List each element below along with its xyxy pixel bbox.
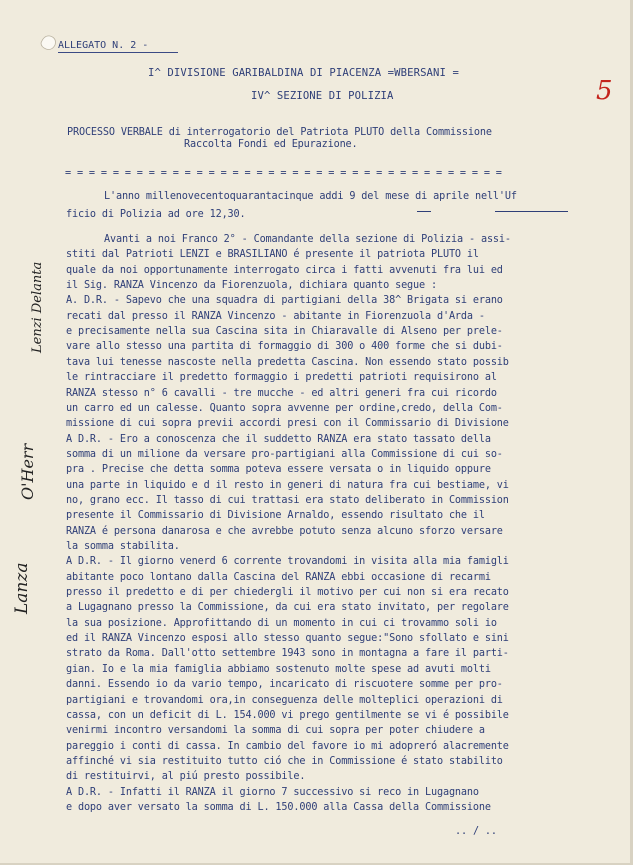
- body-line: di restituirvi, al piú presto possibile.: [66, 771, 306, 783]
- body-line: affinché vi sia restituito tutto ció che in Commissione é stato stabilito: [66, 755, 503, 767]
- body-line: e precisamente nella sua Cascina sita in Chiaravalle di Alseno per prele-: [66, 326, 503, 338]
- margin-note: Lenzi Delanta: [30, 261, 45, 353]
- body-line: abitante poco lontano dalla Cascina del RANZA ebbi occasione di recarmi: [66, 571, 491, 583]
- separator-line: = = = = = = = = = = = = = = = = = = = = = = = = = = = = = = = = = = = = =: [65, 168, 502, 179]
- body-line: A. D.R. - Sapevo che una squadra di partigiani della 38^ Brigata si erano: [66, 295, 503, 307]
- continuation-mark: .. / ..: [455, 826, 497, 837]
- body-line: pra . Precise che detta somma poteva essere versata o in liquido oppure: [66, 464, 491, 476]
- body-line: cassa, con un deficit di L. 154.000 vi prego gentilmente se vi é possibile: [66, 709, 509, 721]
- page-number-mark: 5: [596, 76, 613, 106]
- body-line: RANZA é persona danarosa e che avrebbe potuto senza alcuno sforzo versare: [66, 525, 503, 537]
- annex-label: ALLEGATO N. 2 -: [58, 40, 149, 51]
- body-line: Avanti a noi Franco 2° - Comandante della sezione di Polizia - assi-: [104, 234, 511, 245]
- body-line: stiti dal Patrioti LENZI e BRASILIANO é presente il patriota PLUTO il: [66, 249, 479, 261]
- header-division: I^ DIVISIONE GARIBALDINA DI PIACENZA =WBERSANI =: [148, 67, 459, 79]
- staple-hole-icon: [38, 31, 60, 53]
- body-line: ficio di Polizia ad ore 12,30.: [66, 209, 246, 220]
- body-line: il Sig. RANZA Vincenzo da Fiorenzuola, dichiara quanto segue :: [66, 280, 437, 292]
- body-line: danni. Essendo io da vario tempo, incaricato di riscuotere somme per pro-: [66, 679, 503, 691]
- title-line: PROCESSO VERBALE di interrogatorio del Patriota PLUTO della Commissione: [67, 127, 492, 138]
- body-line: L'anno millenovecentoquarantacinque addi 9 del mese di aprile nell'Uf: [104, 191, 517, 202]
- body-line: gian. Io e la mia famiglia abbiamo sostenuto molte spese ad avuti molti: [66, 663, 491, 675]
- body-line: presente il Commissario di Divisione Arnaldo, essendo risultato che il: [66, 510, 485, 522]
- annex-underline: [58, 52, 178, 53]
- body-line: strato da Roma. Dall'otto settembre 1943 sono in montagna a fare il parti-: [66, 648, 509, 660]
- body-line: e dopo aver versato la somma di L. 150.000 alla Cassa della Commissione: [66, 801, 491, 813]
- body-line: presso il predetto e di per chiedergli il motivo per cui non si era recato: [66, 587, 509, 599]
- body-line: vare allo stesso una partita di formaggio di 300 o 400 forme che si dubi-: [66, 341, 503, 353]
- body-line: un carro ed un calesse. Quanto sopra avvenne per ordine,credo, della Com-: [66, 402, 503, 414]
- body-line: RANZA stesso n° 6 cavalli - tre mucche - ed altri generi fra cui ricordo: [66, 387, 497, 399]
- body-line: no, grano ecc. Il tasso di cui trattasi era stato deliberato in Commission: [66, 494, 509, 506]
- body-line: ed il RANZA Vincenzo esposi allo stesso quanto segue:"Sono sfollato e sini: [66, 633, 509, 645]
- body-line: pareggio i conti di cassa. In cambio del favore io mi adopreró alacremente: [66, 740, 509, 752]
- body-line: A D.R. - Il giorno venerd 6 corrente trovandomi in visita alla mia famigli: [66, 556, 509, 568]
- body-line: A D.R. - Infatti il RANZA il giorno 7 successivo si reco in Lugagnano: [66, 786, 479, 798]
- body-line: A D.R. - Ero a conoscenza che il suddetto RANZA era stato tassato della: [66, 433, 491, 445]
- date-underline: [417, 211, 431, 212]
- body-line: venirmi incontro versandomi la somma di cui sopra per poter chiudere a: [66, 725, 485, 737]
- title-line: Raccolta Fondi ed Epurazione.: [184, 139, 358, 150]
- body-line: recati dal presso il RANZA Vincenzo - abitante in Fiorenzuola d'Arda -: [66, 310, 485, 322]
- body-line: una parte in liquido e d il resto in generi di natura fra cui bestiame, vi: [66, 479, 509, 491]
- body-line: a Lugagnano presso la Commissione, da cui era stato invitato, per regolare: [66, 602, 509, 614]
- body-line: partigiani e trovandomi ora,in conseguenza delle molteplici operazioni di: [66, 694, 503, 706]
- header-section: IV^ SEZIONE DI POLIZIA: [251, 90, 394, 102]
- body-line: le rintracciare il predetto formaggio i predetti patrioti requisirono al: [66, 372, 497, 384]
- margin-note: O'Herr: [18, 443, 37, 500]
- margin-note: Lanza: [12, 562, 32, 614]
- body-line: tava lui tenesse nascoste nella predetta Cascina. Non essendo stato possib: [66, 356, 509, 368]
- body-line: quale da noi opportunamente interrogato circa i fatti avvenuti fra lui ed: [66, 264, 503, 276]
- month-underline: [495, 211, 568, 212]
- body-line: la sua posizione. Approfittando di un momento in cui ci trovammo soli io: [66, 617, 497, 629]
- body-line: missione di cui sopra previi accordi presi con il Commissario di Divisione: [66, 418, 509, 430]
- body-line: somma di un milione da versare pro-partigiani alla Commissione di cui so-: [66, 448, 503, 460]
- body-line: la somma stabilita.: [66, 541, 180, 552]
